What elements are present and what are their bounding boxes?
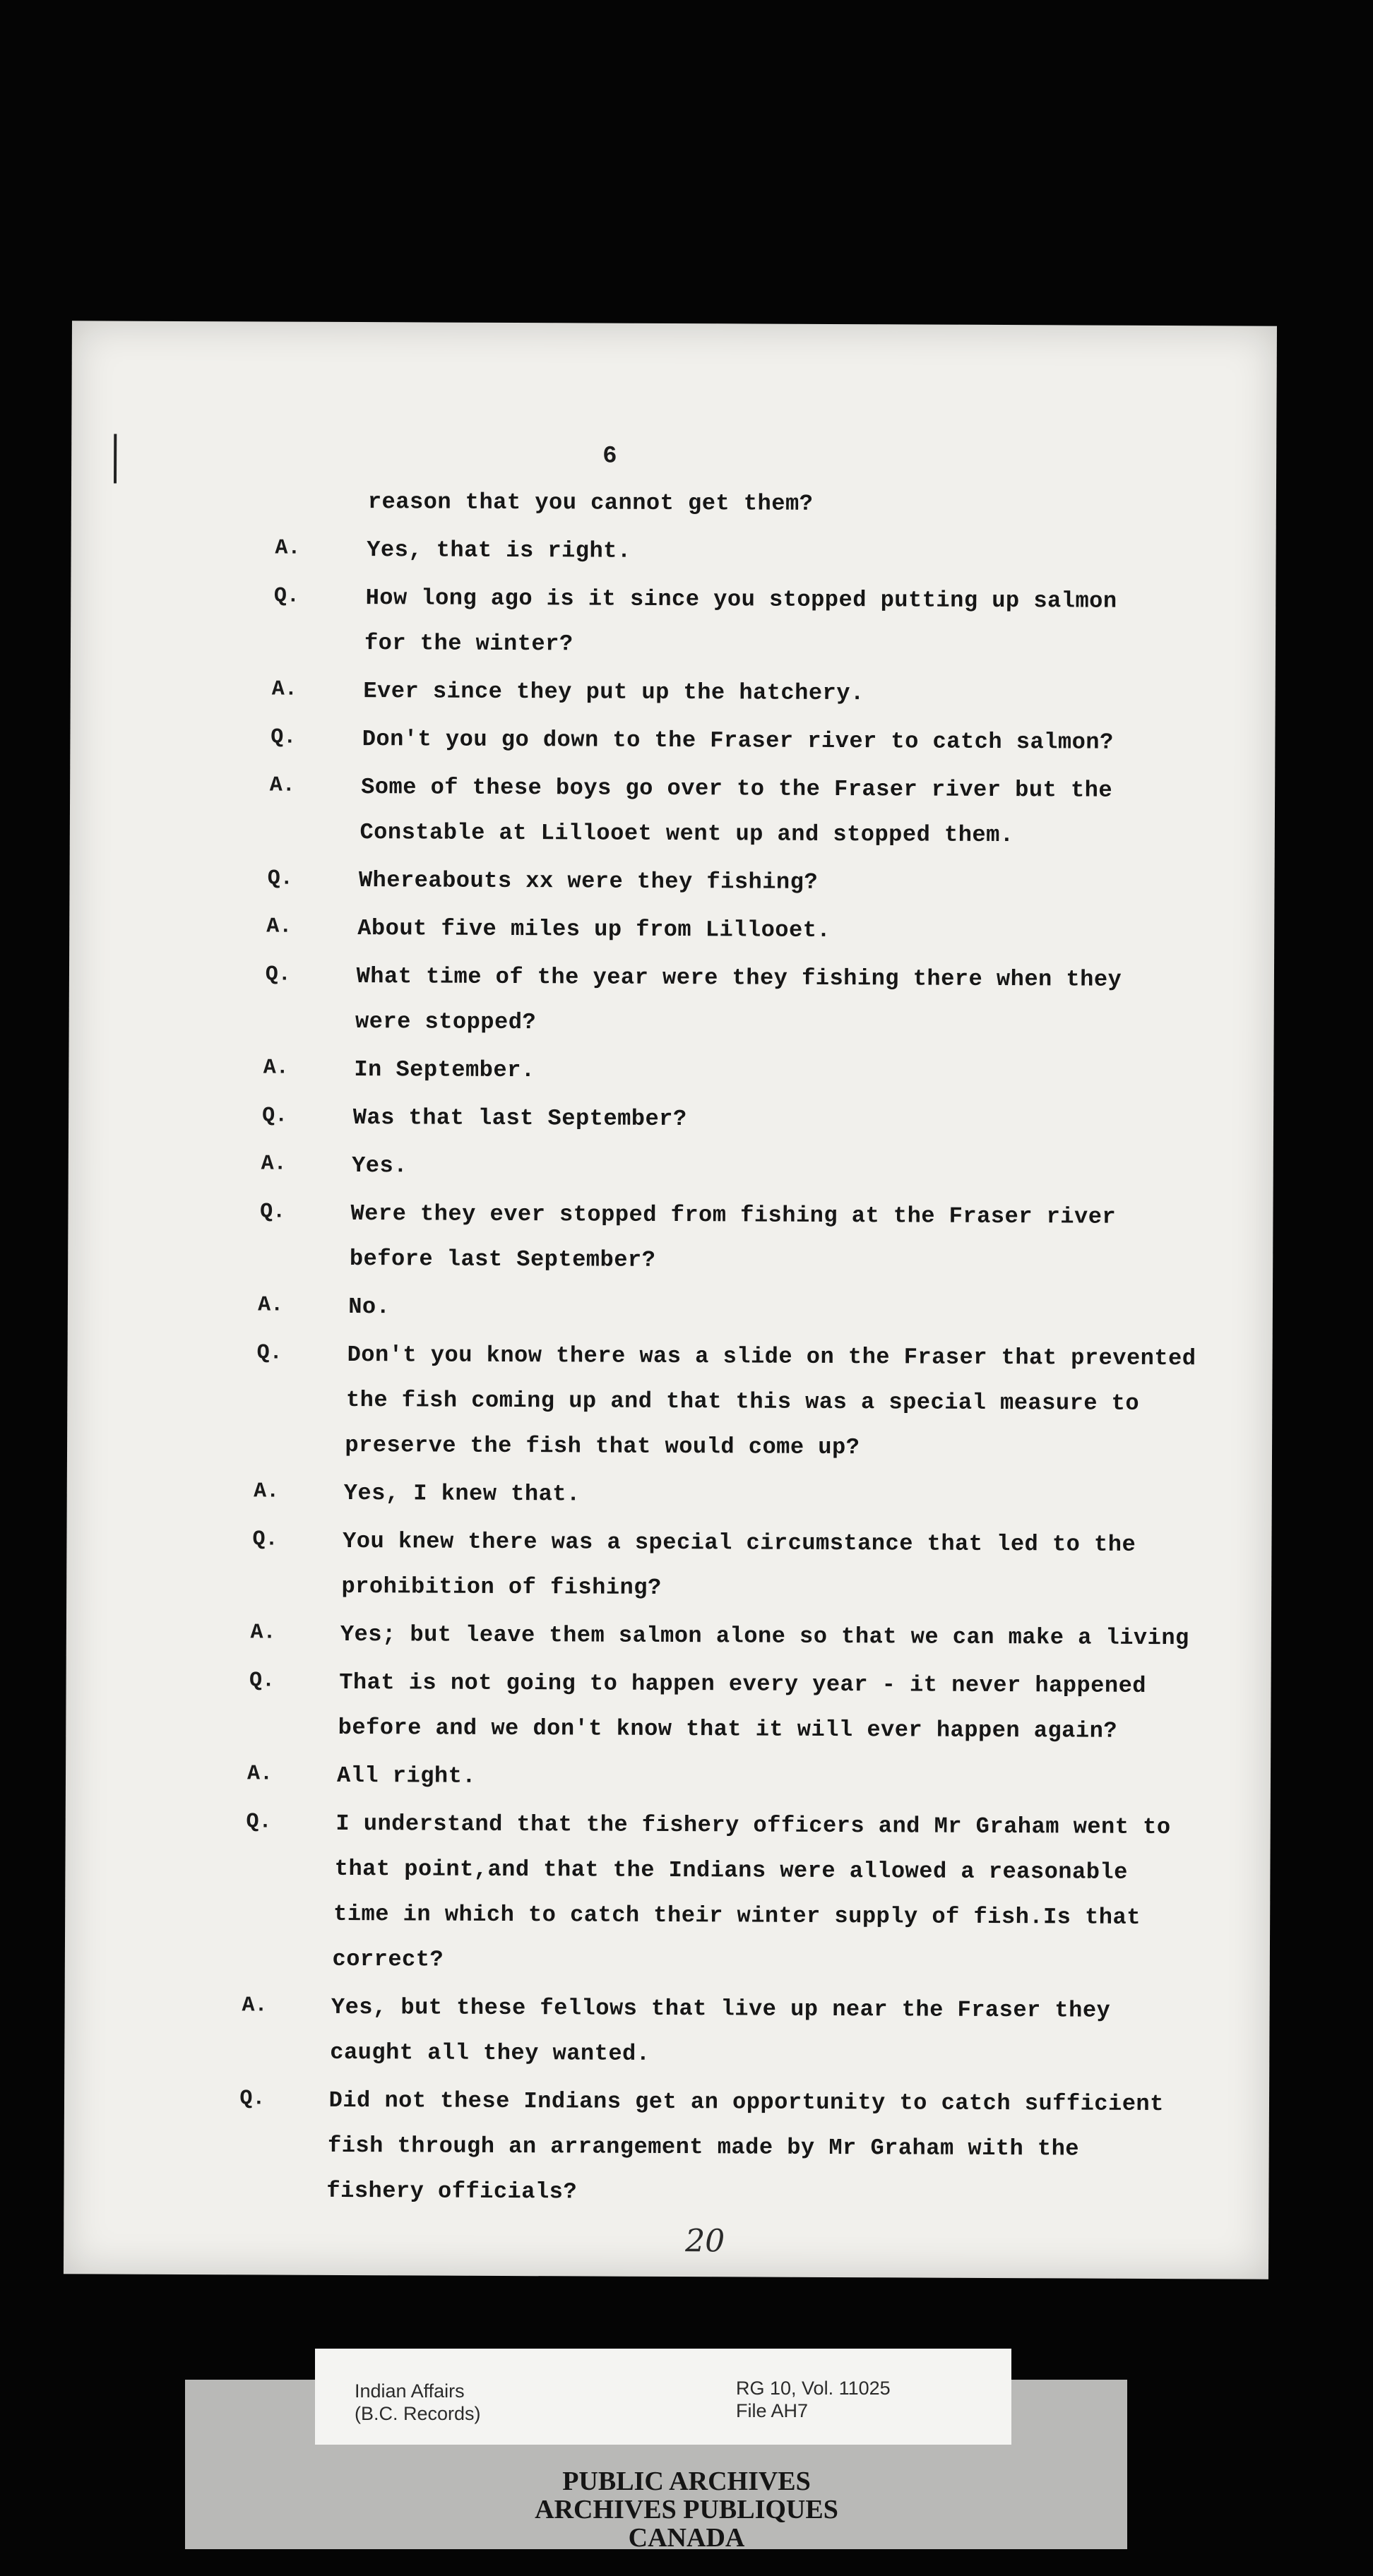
transcript-line: for the winter? [364, 630, 573, 657]
transcript-line: preserve the fish that would come up? [345, 1431, 860, 1461]
transcript-line: Did not these Indians get an opportunity to catch sufficient [328, 2087, 1164, 2118]
answer-marker: A. [261, 1152, 287, 1176]
answer-marker: A. [266, 914, 292, 939]
transcript-line: That is not going to happen every year - it never happened [339, 1669, 1147, 1699]
label-file: File AH7 [736, 2400, 809, 2421]
question-marker: Q. [262, 1104, 288, 1128]
transcript-line: Were they ever stopped from fishing at the Fraser river [350, 1200, 1117, 1230]
label-record-group: RG 10, Vol. 11025 [736, 2378, 891, 2399]
transcript-line: reason that you cannot get them? [367, 489, 814, 517]
question-marker: Q. [256, 1341, 283, 1366]
transcript-line: Was that last September? [352, 1104, 687, 1133]
answer-marker: A. [254, 1479, 280, 1504]
transcript-line: before and we don't know that it will ever happen again? [338, 1714, 1118, 1744]
transcript-line: How long ago is it since you stopped putting up salmon [365, 585, 1117, 614]
transcript-line: About five miles up from Lillooet. [357, 915, 831, 943]
transcript-line: time in which to catch their winter supply of fish.Is that [333, 1900, 1141, 1931]
transcript-body [71, 487, 1276, 2205]
transcript-line: Constable at Lillooet went up and stopped them. [359, 819, 1014, 849]
transcript-line: Some of these boys go over to the Fraser river but the [361, 774, 1113, 804]
label-department: Indian Affairs [355, 2380, 465, 2402]
question-marker: Q. [239, 2087, 266, 2111]
question-marker: Q. [246, 1810, 272, 1835]
archive-reference-label [315, 2349, 1011, 2445]
archives-line-country: CANADA [628, 2523, 745, 2553]
question-marker: Q. [252, 1527, 278, 1552]
transcript-line: caught all they wanted. [330, 2039, 650, 2067]
transcript-line: All right. [336, 1762, 477, 1789]
transcript-line: I understand that the fishery officers and Mr Graham went to [335, 1810, 1171, 1841]
transcript-line: No. [348, 1293, 391, 1320]
document-page [64, 321, 1277, 2279]
answer-marker: A. [242, 1993, 268, 2018]
transcript-line: You knew there was a special circumstance that led to the [343, 1527, 1136, 1558]
question-marker: Q. [249, 1669, 275, 1693]
transcript-line: Yes. [352, 1152, 408, 1179]
transcript-line: In September. [354, 1056, 535, 1084]
answer-marker: A. [258, 1293, 284, 1318]
answer-marker: A. [271, 677, 297, 702]
transcript-line: Yes; but leave them salmon alone so that we can make a living [340, 1621, 1189, 1652]
margin-mark [114, 434, 117, 484]
answer-marker: A. [263, 1056, 289, 1080]
transcript-line: Yes, but these fellows that live up near the Fraser they [331, 1993, 1111, 2024]
transcript-line: were stopped? [355, 1008, 537, 1036]
transcript-line: that point,and that the Indians were allowed a reasonable [334, 1855, 1128, 1885]
question-marker: Q. [260, 1200, 286, 1224]
transcript-line: prohibition of fishing? [341, 1573, 662, 1601]
transcript-line: Yes, that is right. [367, 537, 631, 564]
transcript-line: What time of the year were they fishing there when they [356, 963, 1122, 993]
transcript-line: before last September? [349, 1246, 656, 1273]
transcript-line: Yes, I knew that. [343, 1479, 581, 1508]
question-marker: Q. [273, 584, 299, 609]
label-records: (B.C. Records) [355, 2403, 481, 2424]
answer-marker: A. [269, 773, 295, 798]
question-marker: Q. [267, 866, 293, 891]
transcript-line: Don't you know there was a slide on the Fraser that prevented [347, 1341, 1196, 1372]
transcript-line: correct? [332, 1945, 444, 1973]
answer-marker: A. [275, 536, 301, 561]
answer-marker: A. [250, 1621, 276, 1645]
answer-marker: A. [246, 1762, 273, 1787]
transcript-line: Whereabouts xx were they fishing? [358, 867, 819, 895]
transcript-line: Ever since they put up the hatchery. [363, 678, 864, 707]
page-number: 6 [602, 443, 617, 470]
transcript-line: fishery officials? [326, 2177, 578, 2205]
archives-stamp [0, 2467, 1373, 2552]
archives-line-english: PUBLIC ARCHIVES [562, 2467, 811, 2496]
question-marker: Q. [271, 725, 297, 750]
question-marker: Q. [265, 962, 291, 987]
archives-line-french: ARCHIVES PUBLIQUES [535, 2495, 838, 2524]
transcript-line: Don't you go down to the Fraser river to catch salmon? [362, 726, 1114, 756]
handwritten-folio-number: 20 [685, 2223, 725, 2260]
transcript-line: fish through an arrangement made by Mr Graham with the [327, 2132, 1080, 2162]
transcript-line: the fish coming up and that this was a special measure to [345, 1386, 1140, 1417]
